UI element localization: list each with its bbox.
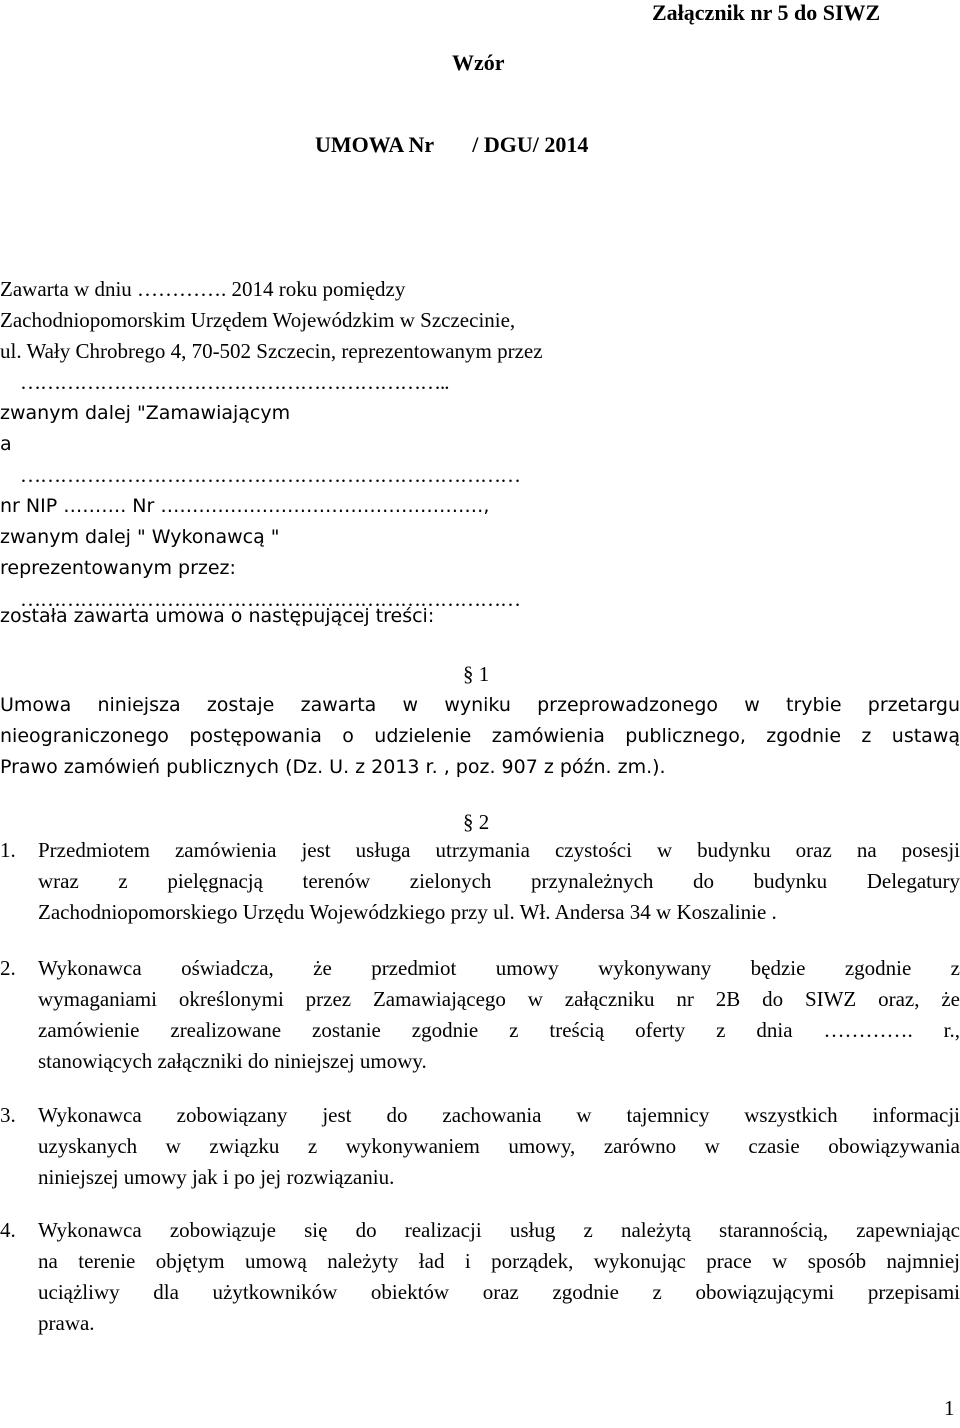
representative-placeholder: ……………………………………………………….. [20, 370, 449, 394]
item-number: 2. [0, 956, 16, 980]
section-1-line: nieograniczonego postępowania o udzielenie zamówienia publicznego, zgodnie z ustawą [0, 725, 960, 747]
item-last-line: stanowiących załączniki do niniejszej umowy. [38, 1049, 427, 1073]
item-text [38, 1215, 960, 1339]
ordering-party-address: ul. Wały Chrobrego 4, 70-502 Szczecin, reprezentowanym przez [0, 339, 543, 363]
section-1-line: Umowa niniejsza zostaje zawarta w wyniku przeprowadzonego w trybie przetargu [0, 694, 960, 716]
contractor-representative-label: reprezentowanym przez: [0, 557, 236, 579]
item-line: uciążliwy dla użytkowników obiektów oraz zgodnie z obowiązującymi przepisami [38, 1280, 960, 1304]
ordering-party-alias: zwanym dalej "Zamawiającym [0, 402, 291, 424]
template-label: Wzór [452, 50, 505, 75]
attachment-label: Załącznik nr 5 do SIWZ [652, 0, 881, 25]
item-line: Wykonawca oświadcza, że przedmiot umowy wykonywany będzie zgodnie z [38, 956, 960, 980]
ordering-party-name: Zachodniopomorskim Urzędem Wojewódzkim w Szczecinie, [0, 308, 516, 332]
item-number: 3. [0, 1103, 16, 1127]
item-line: wraz z pielęgnacją terenów zielonych przynależnych do budynku Delegatury [38, 869, 960, 893]
item-last-line: niniejszej umowy jak i po jej rozwiązaniu. [38, 1165, 395, 1189]
item-last-line: prawa. [38, 1311, 95, 1335]
contract-intro-line: została zawarta umowa o następującej treści: [0, 605, 435, 627]
contractor-name-placeholder: ………………………………………………………………… [20, 463, 520, 487]
contractor-nip-line: nr NIP ………. Nr ……………………………………………, [0, 495, 496, 517]
page-number: 1 [944, 1396, 955, 1420]
item-text [38, 1100, 960, 1193]
section-1-last-line: Prawo zamówień publicznych (Dz. U. z 2013 r. , poz. 907 z późn. zm.). [0, 756, 666, 778]
item-line: Wykonawca zobowiązuje się do realizacji usług z należytą starannością, zapewniając [38, 1218, 960, 1242]
contractor-alias: zwanym dalej " Wykonawcą " [0, 526, 280, 548]
item-line: uzyskanych w związku z wykonywaniem umowy, zarówno w czasie obowiązywania [38, 1134, 960, 1158]
section-2-heading: § 2 [463, 810, 490, 834]
contract-date-line: Zawarta w dniu …………. 2014 roku pomiędzy [0, 277, 406, 301]
item-last-line: Zachodniopomorskiego Urzędu Wojewódzkiego przy ul. Wł. Andersa 34 w Koszalinie . [38, 900, 777, 924]
section-1-heading: § 1 [463, 662, 490, 686]
conjunction-a: a [0, 433, 12, 455]
item-number: 1. [0, 838, 16, 862]
contractor-representative-placeholder: ………………………………………………………………… [20, 587, 520, 611]
item-text [38, 835, 960, 928]
item-line: wymaganiami określonymi przez Zamawiającego w załączniku nr 2B do SIWZ oraz, że [38, 987, 960, 1011]
section-1-text [0, 690, 960, 783]
item-line: Przedmiotem zamówienia jest usługa utrzymania czystości w budynku oraz na posesji [38, 838, 960, 862]
item-number: 4. [0, 1218, 16, 1242]
item-line: na terenie objętym umową należyty ład i porządek, wykonując prace w sposób najmniej [38, 1249, 960, 1273]
item-line: Wykonawca zobowiązany jest do zachowania w tajemnicy wszystkich informacji [38, 1103, 960, 1127]
item-line: zamówienie zrealizowane zostanie zgodnie z treścią oferty z dnia …………. r., [38, 1018, 960, 1042]
item-text [38, 953, 960, 1077]
contract-title: UMOWA Nr / DGU/ 2014 [315, 132, 589, 157]
